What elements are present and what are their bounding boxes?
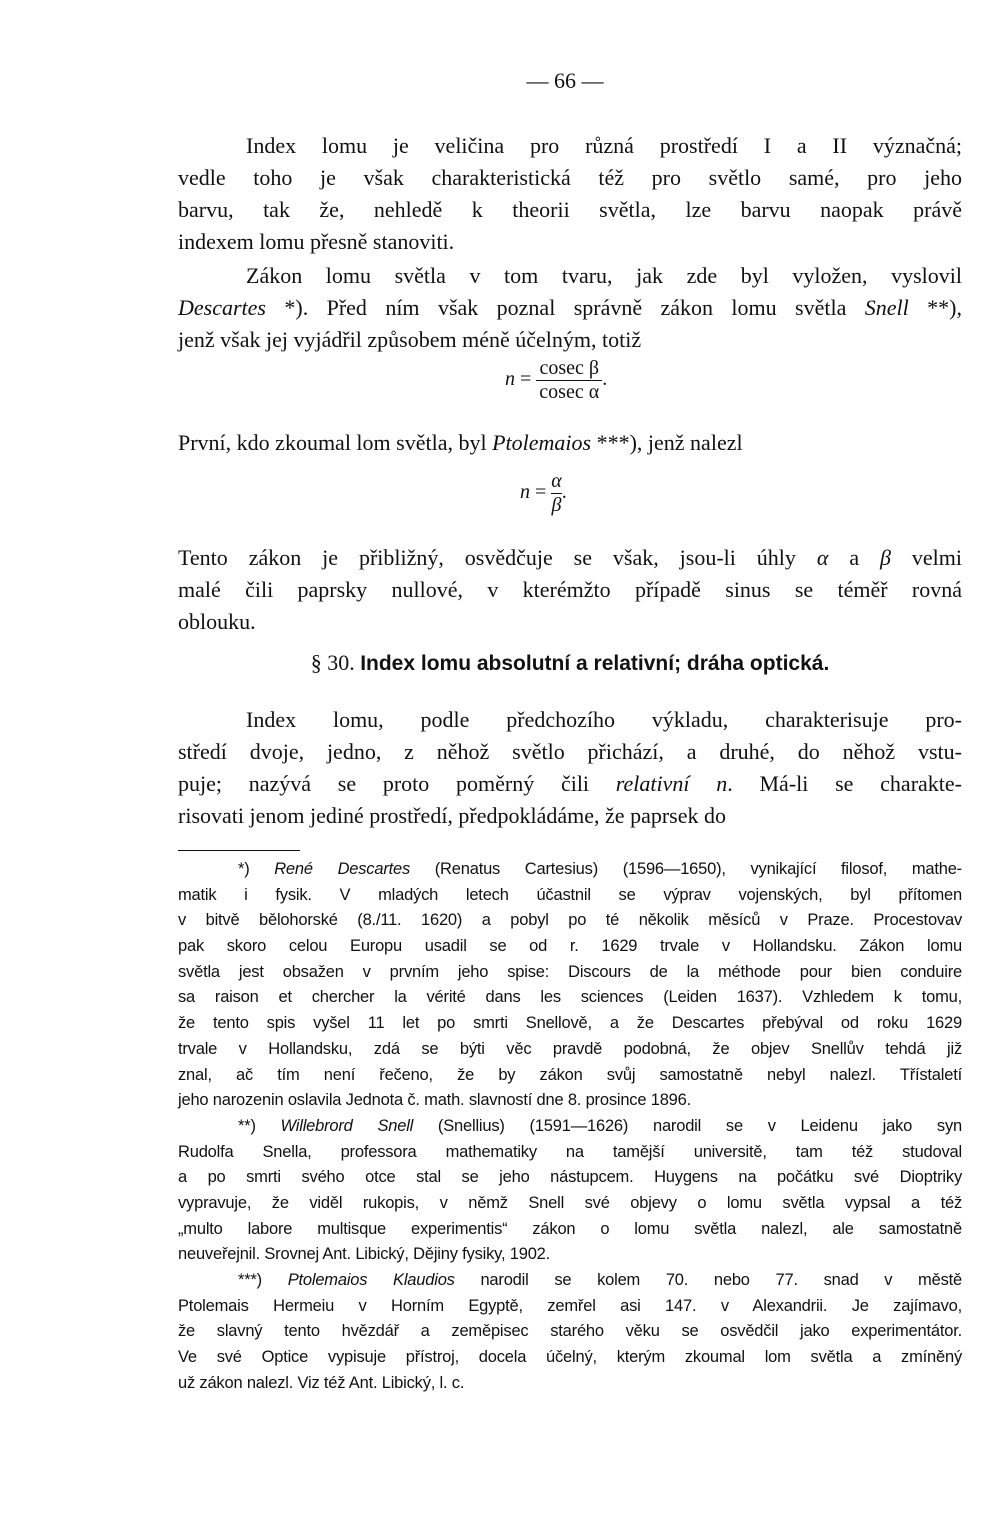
formula-end: .	[602, 368, 608, 391]
section-heading	[178, 650, 962, 676]
denominator: β	[551, 494, 562, 516]
text-line	[178, 226, 962, 258]
text-segment: pak skoro celou Europu usadil se od r. 1629 trvale v Hollandsku. Zákon lomu	[178, 937, 962, 956]
italic-text: β	[880, 545, 891, 570]
text-line	[178, 606, 962, 638]
footnote-separator	[178, 850, 300, 851]
text-segment: Zákon lomu světla v tom tvaru, jak zde byl vyložen, vyslovil	[246, 263, 962, 288]
text-line	[178, 1242, 962, 1268]
text-line	[178, 704, 962, 736]
text-segment: risovati jenom jediné prostředí, předpokládáme, že paprsek do	[178, 803, 726, 828]
text-line	[178, 736, 962, 768]
paragraph-index-lomu	[178, 130, 962, 258]
paragraph-zakon-lomu	[178, 260, 962, 356]
text-line	[178, 324, 962, 356]
text-segment: První, kdo zkoumal lom světla, byl	[178, 430, 493, 455]
text-segment: Ve své Optice vypisuje přístroj, docela účelný, kterým zkoumal lom světla a zmíněný	[178, 1348, 962, 1367]
text-segment: **)	[238, 1117, 281, 1135]
text-segment: trvale v Hollandsku, zdá se býti věc pravdě podobná, že objev Snellův tehdá již	[178, 1039, 962, 1058]
text-line	[178, 1088, 962, 1114]
italic-text: Willebrord Snell	[280, 1117, 414, 1135]
page-number: — 66 —	[526, 68, 604, 93]
paragraph-priblizny	[178, 542, 962, 638]
text-line	[178, 960, 962, 986]
text-segment: „multo labore multisque experimentis“ zákon o lomu světla nalezl, ale samostatně	[178, 1219, 962, 1238]
text-line	[178, 1063, 962, 1089]
section-number: § 30.	[310, 650, 355, 675]
italic-text: Descartes	[178, 295, 266, 320]
text-line	[178, 1114, 962, 1140]
text-line	[178, 292, 962, 324]
text-line	[178, 574, 962, 606]
text-segment: **),	[908, 295, 962, 320]
text-segment: že slavný tento hvězdář a zeměpisec starého věku se osvědčil jako experimentátor.	[178, 1322, 962, 1341]
text-line	[178, 1371, 962, 1397]
text-segment: malé čili paprsky nullové, v kterémžto případě sinus se téměř rovná	[178, 577, 962, 602]
text-line	[178, 1294, 962, 1320]
numerator: α	[551, 470, 562, 492]
text-line	[178, 1140, 962, 1166]
formula-lhs: n	[505, 368, 515, 391]
text-segment: sa raison et chercher la vérité dans les sciences (Leiden 1637). Vzhledem k tomu,	[178, 988, 962, 1007]
text-line	[178, 130, 962, 162]
text-segment: středí dvoje, jedno, z něhož světlo přichází, a druhé, do něhož vstu-	[178, 739, 962, 764]
text-line	[178, 194, 962, 226]
italic-text: René Descartes	[274, 860, 411, 878]
text-segment: a	[828, 545, 881, 570]
formula-eq: =	[535, 481, 547, 504]
formula-end: .	[561, 481, 567, 504]
text-segment: světla jest obsažen v prvním jeho spise: Discours de la méthode pour bien conduire	[178, 962, 962, 981]
text-line	[178, 162, 962, 194]
footnote-snell	[178, 1114, 962, 1268]
text-line	[178, 908, 962, 934]
text-line	[178, 1217, 962, 1243]
text-line	[178, 934, 962, 960]
text-line	[178, 883, 962, 909]
text-segment: vedle toho je však charakteristická též pro světlo samé, pro jeho	[178, 165, 962, 190]
formula-alpha-beta	[520, 470, 567, 517]
text-segment: oblouku.	[178, 609, 256, 634]
paragraph-ptolemaios	[178, 427, 962, 459]
text-line	[178, 800, 962, 832]
text-line	[178, 260, 962, 292]
text-line	[178, 427, 962, 459]
text-line	[178, 1345, 962, 1371]
italic-text: α	[816, 545, 829, 570]
text-segment: jenž však jej vyjádřil způsobem méně účelným, totiž	[178, 327, 642, 352]
italic-text: Ptolemaios Klaudios	[287, 1271, 455, 1289]
text-segment: velmi	[890, 545, 963, 570]
denominator: cosec α	[539, 381, 600, 403]
text-segment: *)	[238, 860, 275, 878]
text-segment: narodil se kolem 70. nebo 77. snad v městě	[454, 1271, 962, 1289]
paragraph-section-30	[178, 704, 962, 832]
text-segment: Ptolemais Hermeiu v Horním Egyptě, zemřel asi 147. v Alexandrii. Je zajímavo,	[178, 1296, 962, 1315]
footnote-descartes	[178, 857, 962, 1114]
text-segment: už zákon nalezl. Viz též Ant. Libický, l. c.	[178, 1373, 465, 1392]
fraction	[551, 470, 562, 517]
text-segment: Index lomu, podle předchozího výkladu, charakterisuje pro-	[246, 707, 962, 732]
numerator: cosec β	[536, 357, 602, 381]
text-line	[178, 1268, 962, 1294]
text-segment: Tento zákon je přibližný, osvědčuje se však, jsou-li úhly	[178, 545, 817, 570]
text-segment: znal, ač tím není řečeno, že by zákon svůj samostatně nebyl nalezl. Třístaletí	[178, 1065, 962, 1084]
text-line	[178, 985, 962, 1011]
text-segment: Index lomu je veličina pro různá prostředí I a II význačná;	[246, 133, 962, 158]
text-segment: *). Před ním však poznal správně zákon lomu světla	[265, 295, 865, 320]
text-segment: jeho narozenin oslavila Jednota č. math. slavností dne 8. prosince 1896.	[178, 1091, 692, 1110]
text-segment: ***)	[238, 1271, 288, 1289]
fraction	[536, 357, 602, 404]
italic-text: Ptolemaios	[492, 430, 592, 455]
text-segment: puje; nazývá se proto poměrný čili	[178, 771, 616, 796]
text-line	[178, 1191, 962, 1217]
text-segment: (Snellius) (1591—1626) narodil se v Leidenu jako syn	[413, 1117, 962, 1135]
text-segment: ***), jenž nalezl	[591, 430, 743, 455]
text-segment: že tento spis vyšel 11 let po smrti Snellově, a že Descartes přebýval od roku 1629	[178, 1014, 962, 1033]
text-line	[178, 1011, 962, 1037]
text-segment: neuveřejnil. Srovnej Ant. Libický, Dějiny fysiky, 1902.	[178, 1245, 551, 1264]
italic-text: relativní n	[615, 771, 728, 796]
footnote-ptolemaios	[178, 1268, 962, 1396]
text-segment: (Renatus Cartesius) (1596—1650), vynikající filosof, mathe-	[410, 860, 962, 878]
text-segment: indexem lomu přesně stanoviti.	[178, 229, 455, 254]
italic-text: Snell	[864, 295, 909, 320]
section-title: Index lomu absolutní a relativní; dráha optická.	[360, 652, 830, 675]
text-segment: . Má-li se charakte-	[727, 771, 962, 796]
formula-cosec	[505, 357, 607, 404]
formula-eq: =	[520, 368, 532, 391]
text-line	[178, 768, 962, 800]
text-segment: a po smrti svého otce stal se jeho nástupcem. Huygens na počátku své Dioptriky	[178, 1168, 962, 1187]
formula-lhs: n	[520, 481, 530, 504]
text-segment: matik i fysik. V mladých letech účastnil se výprav vojenských, byl přítomen	[178, 885, 962, 904]
text-line	[178, 1165, 962, 1191]
text-line	[178, 857, 962, 883]
text-line	[178, 1319, 962, 1345]
text-line	[178, 1037, 962, 1063]
text-segment: v bitvě bělohorské (8./11. 1620) a pobyl po té několik měsíců v Praze. Procestovav	[178, 911, 962, 930]
text-segment: Rudolfa Snella, professora mathematiky na tamější universitě, tam též studoval	[178, 1142, 962, 1161]
text-segment: vypravuje, že viděl rukopis, v němž Snell své objevy o lomu světla vypsal a též	[178, 1194, 962, 1213]
text-segment: barvu, tak že, nehledě k theorii světla, lze barvu naopak právě	[178, 197, 962, 222]
text-line	[178, 542, 962, 574]
